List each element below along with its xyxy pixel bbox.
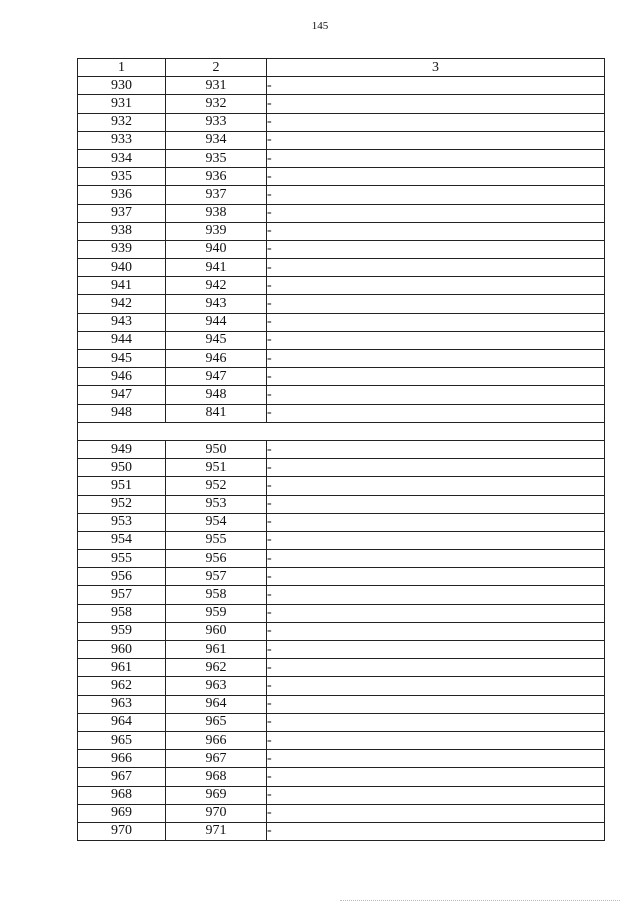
table-row <box>78 604 605 622</box>
table-cell-col1: 959 <box>78 622 166 640</box>
table-cell-col3: - <box>267 659 605 677</box>
table-row <box>78 459 605 477</box>
table-cell-col1: 946 <box>78 368 166 386</box>
table-cell-col2: 942 <box>166 277 267 295</box>
table-row <box>78 768 605 786</box>
table-cell-col2: 936 <box>166 168 267 186</box>
table-cell-col1: 968 <box>78 786 166 804</box>
scan-artifact <box>340 900 620 903</box>
table-cell-col3: - <box>267 768 605 786</box>
header-cell-1: 1 <box>78 59 166 77</box>
table-cell-col3: - <box>267 240 605 258</box>
table-row <box>78 731 605 749</box>
table-cell-col2: 948 <box>166 386 267 404</box>
table-row <box>78 259 605 277</box>
table-cell-col3: - <box>267 713 605 731</box>
table-cell-col3: - <box>267 641 605 659</box>
table-cell-col1: 958 <box>78 604 166 622</box>
table-cell-col3: - <box>267 277 605 295</box>
table-cell-col2: 938 <box>166 204 267 222</box>
table-cell-col2: 935 <box>166 149 267 167</box>
table-row <box>78 804 605 822</box>
table-cell-col2: 934 <box>166 131 267 149</box>
table-cell-col1: 941 <box>78 277 166 295</box>
table-cell-col3: - <box>267 77 605 95</box>
table-row <box>78 77 605 95</box>
table-cell-col1: 954 <box>78 531 166 549</box>
table-cell-col1: 955 <box>78 550 166 568</box>
table-cell-col2: 947 <box>166 368 267 386</box>
table-row <box>78 659 605 677</box>
table-cell-col3: - <box>267 550 605 568</box>
table-row <box>78 295 605 313</box>
table-row <box>78 622 605 640</box>
table-cell-col3: - <box>267 677 605 695</box>
table-cell-col1: 970 <box>78 822 166 840</box>
header-cell-2: 2 <box>166 59 267 77</box>
table-row <box>78 713 605 731</box>
table-cell-col3: - <box>267 95 605 113</box>
table-cell-col1: 933 <box>78 131 166 149</box>
table-row <box>78 350 605 368</box>
table-cell-col3: - <box>267 513 605 531</box>
table-cell-col3: - <box>267 404 605 422</box>
table-row <box>78 149 605 167</box>
table-row <box>78 386 605 404</box>
table-cell-col1: 939 <box>78 240 166 258</box>
table-cell-col2: 940 <box>166 240 267 258</box>
table-cell-col1: 948 <box>78 404 166 422</box>
table-cell-col2: 953 <box>166 495 267 513</box>
table-cell-col1: 932 <box>78 113 166 131</box>
table-cell-col1: 965 <box>78 731 166 749</box>
table-cell-col2: 951 <box>166 459 267 477</box>
table-cell-col2: 939 <box>166 222 267 240</box>
table-row <box>78 750 605 768</box>
table-cell-col1: 947 <box>78 386 166 404</box>
table-cell-col2: 968 <box>166 768 267 786</box>
table-cell-col1: 944 <box>78 331 166 349</box>
table-cell-col3: - <box>267 131 605 149</box>
table-cell-col1: 963 <box>78 695 166 713</box>
table-cell-col1: 962 <box>78 677 166 695</box>
table-cell-col3: - <box>267 568 605 586</box>
table-row <box>78 786 605 804</box>
page-number: 145 <box>311 20 329 32</box>
table-body <box>78 59 605 841</box>
table-cell-col2: 956 <box>166 550 267 568</box>
table-row <box>78 404 605 422</box>
table-row <box>78 495 605 513</box>
table-cell-col1: 940 <box>78 259 166 277</box>
table-cell-col2: 963 <box>166 677 267 695</box>
table-cell-col2: 931 <box>166 77 267 95</box>
table-cell-col3: - <box>267 113 605 131</box>
table-cell-col3: - <box>267 386 605 404</box>
table-row <box>78 477 605 495</box>
table-cell-col1: 938 <box>78 222 166 240</box>
table-row <box>78 822 605 840</box>
table-cell-col3: - <box>267 586 605 604</box>
table-cell-col2: 933 <box>166 113 267 131</box>
table-cell-col3: - <box>267 186 605 204</box>
table-cell-col3: - <box>267 313 605 331</box>
table-cell-col1: 935 <box>78 168 166 186</box>
table-cell-col2: 944 <box>166 313 267 331</box>
table-cell-col1: 966 <box>78 750 166 768</box>
table-cell-col2: 967 <box>166 750 267 768</box>
table-row <box>78 513 605 531</box>
table-cell-col2: 955 <box>166 531 267 549</box>
table-cell-col2: 970 <box>166 804 267 822</box>
table-row <box>78 168 605 186</box>
table-row <box>78 313 605 331</box>
table-cell-col2: 960 <box>166 622 267 640</box>
table-cell-col1: 964 <box>78 713 166 731</box>
table-row <box>78 440 605 458</box>
table-cell-col1: 951 <box>78 477 166 495</box>
table-row <box>78 531 605 549</box>
table-cell-col2: 945 <box>166 331 267 349</box>
table-cell-col2: 965 <box>166 713 267 731</box>
table-cell-col2: 943 <box>166 295 267 313</box>
header-cell-3: 3 <box>267 59 605 77</box>
table-row <box>78 186 605 204</box>
table-cell-col1: 969 <box>78 804 166 822</box>
table-cell-col3: - <box>267 295 605 313</box>
table-cell-col3: - <box>267 731 605 749</box>
table-cell-col2: 946 <box>166 350 267 368</box>
table-cell-col1: 949 <box>78 440 166 458</box>
table-row <box>78 131 605 149</box>
table-row <box>78 222 605 240</box>
table-cell-col3: - <box>267 822 605 840</box>
table-cell-col2: 952 <box>166 477 267 495</box>
table-cell-col1: 937 <box>78 204 166 222</box>
table-cell-col1: 934 <box>78 149 166 167</box>
table-row <box>78 568 605 586</box>
table-row <box>78 204 605 222</box>
table-row <box>78 677 605 695</box>
table-cell-col2: 932 <box>166 95 267 113</box>
table-row <box>78 95 605 113</box>
table-cell-col3: - <box>267 459 605 477</box>
table-cell-col1: 961 <box>78 659 166 677</box>
table-cell-col1: 943 <box>78 313 166 331</box>
table-cell-col2: 966 <box>166 731 267 749</box>
table-cell-col1: 967 <box>78 768 166 786</box>
table-cell-col2: 959 <box>166 604 267 622</box>
table-row <box>78 586 605 604</box>
table-cell-col3: - <box>267 477 605 495</box>
table-cell-col3: - <box>267 531 605 549</box>
table-cell-col2: 961 <box>166 641 267 659</box>
table-cell-col3: - <box>267 350 605 368</box>
table-row <box>78 550 605 568</box>
table-cell-col3: - <box>267 259 605 277</box>
table-row <box>78 331 605 349</box>
table-cell-col2: 971 <box>166 822 267 840</box>
table-cell-col2: 962 <box>166 659 267 677</box>
table-cell-col3: - <box>267 222 605 240</box>
table-cell-col3: - <box>267 695 605 713</box>
table-cell-col2: 950 <box>166 440 267 458</box>
table-cell-col1: 930 <box>78 77 166 95</box>
table-cell-col3: - <box>267 750 605 768</box>
table-cell-col3: - <box>267 804 605 822</box>
table-cell-col3: - <box>267 368 605 386</box>
separator-cell <box>78 422 605 440</box>
table-cell-col3: - <box>267 622 605 640</box>
table-cell-col2: 964 <box>166 695 267 713</box>
table-cell-col3: - <box>267 495 605 513</box>
table-cell-col1: 960 <box>78 641 166 659</box>
table-row <box>78 277 605 295</box>
table-cell-col1: 952 <box>78 495 166 513</box>
table-cell-col1: 957 <box>78 586 166 604</box>
table-cell-col1: 936 <box>78 186 166 204</box>
table-cell-col2: 969 <box>166 786 267 804</box>
table-row <box>78 113 605 131</box>
separator-row <box>78 422 605 440</box>
table-cell-col2: 941 <box>166 259 267 277</box>
table-cell-col1: 950 <box>78 459 166 477</box>
table-cell-col3: - <box>267 786 605 804</box>
table-cell-col3: - <box>267 204 605 222</box>
table-cell-col2: 954 <box>166 513 267 531</box>
table-header-row <box>78 59 605 77</box>
table-row <box>78 240 605 258</box>
table-cell-col2: 841 <box>166 404 267 422</box>
table-row <box>78 368 605 386</box>
table-cell-col3: - <box>267 331 605 349</box>
table-cell-col3: - <box>267 149 605 167</box>
table-cell-col1: 953 <box>78 513 166 531</box>
table-cell-col1: 942 <box>78 295 166 313</box>
table-row <box>78 695 605 713</box>
table-row <box>78 641 605 659</box>
table-cell-col2: 957 <box>166 568 267 586</box>
table-cell-col3: - <box>267 440 605 458</box>
table-cell-col2: 958 <box>166 586 267 604</box>
table-cell-col1: 931 <box>78 95 166 113</box>
table-cell-col1: 945 <box>78 350 166 368</box>
table-cell-col3: - <box>267 604 605 622</box>
table-cell-col2: 937 <box>166 186 267 204</box>
table-cell-col1: 956 <box>78 568 166 586</box>
table-cell-col3: - <box>267 168 605 186</box>
data-table <box>77 58 605 841</box>
